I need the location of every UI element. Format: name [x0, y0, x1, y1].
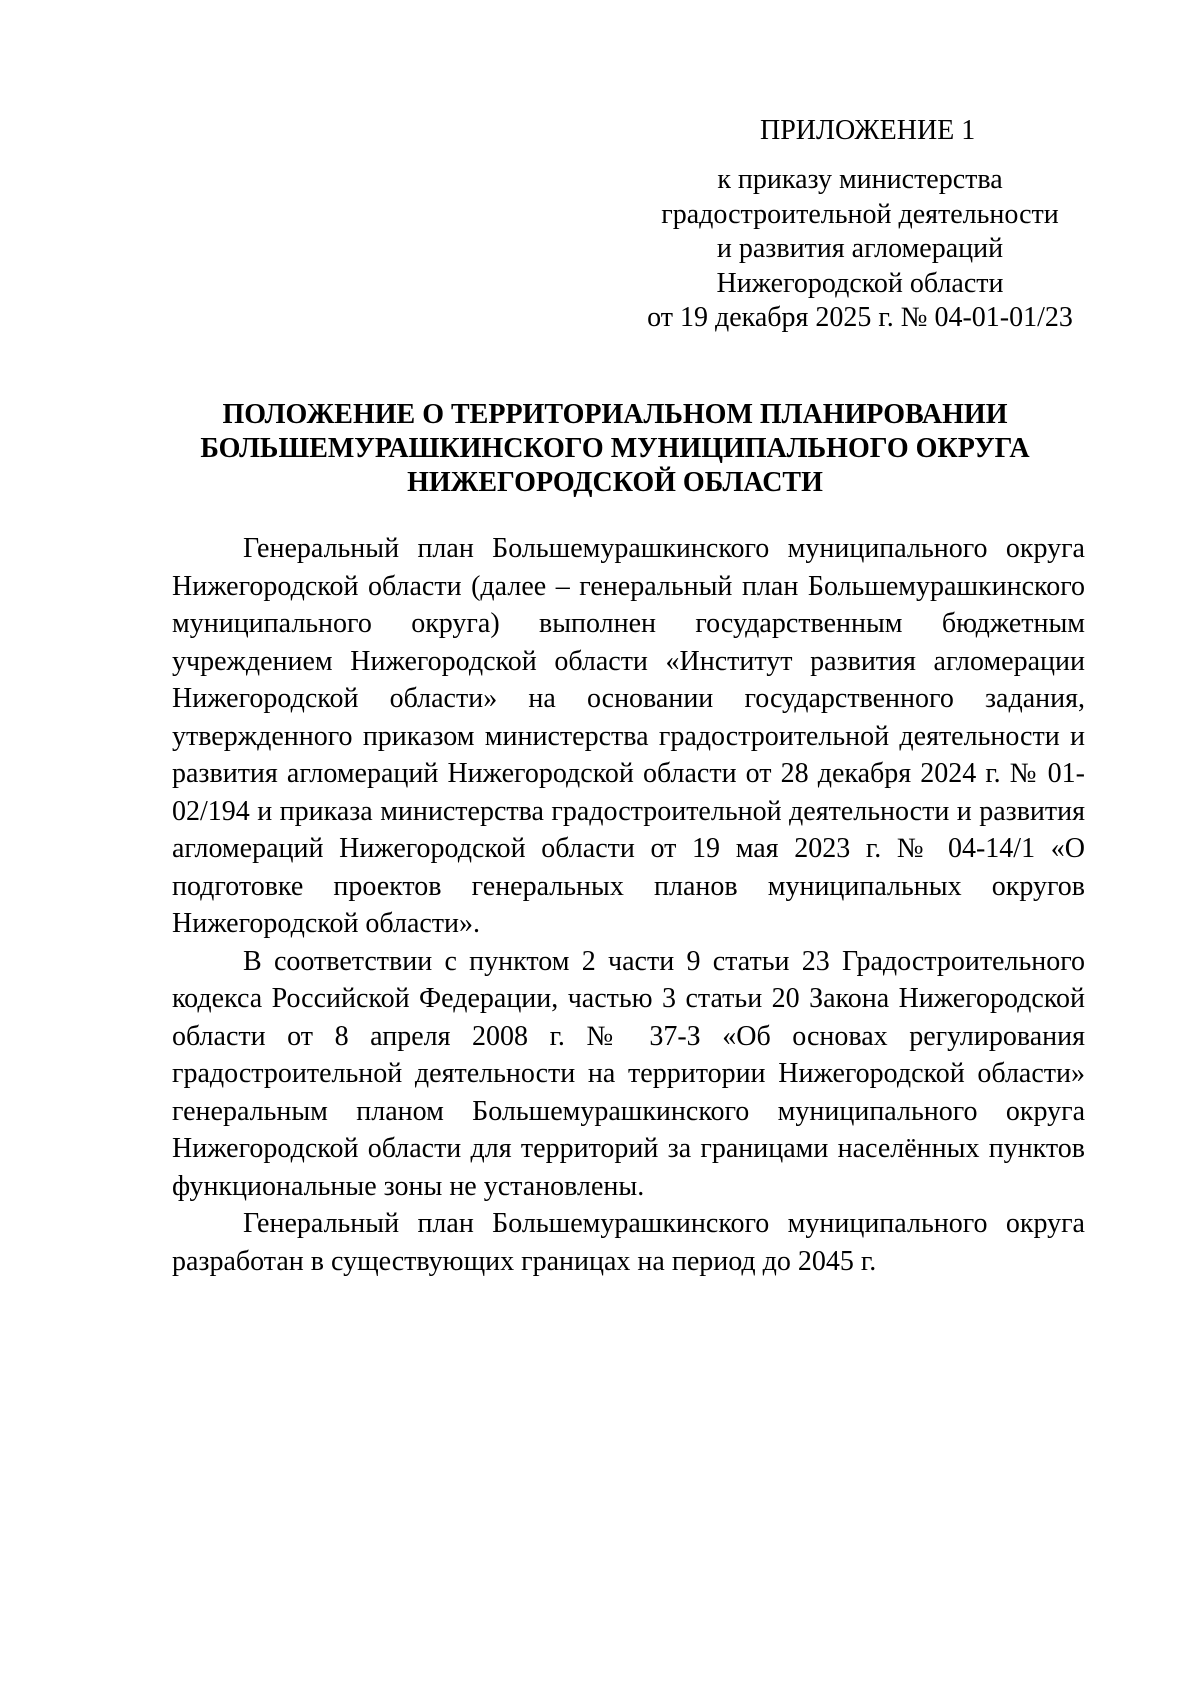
order-line: Нижегородской области: [716, 267, 1004, 299]
appendix-label: ПРИЛОЖЕНИЕ 1: [760, 115, 976, 146]
order-line: и развития агломераций: [716, 233, 1004, 264]
order-line: к приказу министерства: [717, 164, 1003, 195]
paragraph-planning-period: Генеральный план Большемурашкинского муниципального округа разработан в существующих границах на период до 2045 г.: [172, 1208, 1085, 1277]
title-line: ПОЛОЖЕНИЕ О ТЕРРИТОРИАЛЬНОМ ПЛАНИРОВАНИИ: [222, 399, 1008, 430]
order-reference: [600, 163, 1120, 336]
document-body: [172, 530, 1085, 1280]
document-title: [150, 398, 1080, 500]
order-line: градостроительной деятельности: [661, 198, 1059, 230]
title-line: НИЖЕГОРОДСКОЙ ОБЛАСТИ: [407, 467, 823, 498]
title-line: БОЛЬШЕМУРАШКИНСКОГО МУНИЦИПАЛЬНОГО ОКРУГА: [200, 433, 1030, 464]
order-date-number: от 19 декабря 2025 г. № 04-01-01/23: [647, 302, 1073, 333]
paragraph-functional-zones: В соответствии с пунктом 2 части 9 статьи 23 Градостроительного кодекса Российской Федерации, частью 3 статьи 20 Закона Нижегородской области от 8 апреля 2008 г. № 37-З «Об основах регулирования градостроительной деятельности на территории Нижегородской области» генеральным планом Большемурашкинского муниципального округа Нижегородской области для территорий за границами населённых пунктов функциональные зоны не установлены.: [172, 945, 1085, 1202]
paragraph-general-plan-basis: Генеральный план Большемурашкинского муниципального округа Нижегородской области (далее – генеральный план Большемурашкинского муниципального округа) выполнен государственным бюджетным учреждением Нижегородской области «Институт развития агломерации Нижегородской области» на основании государственного задания, утвержденного приказом министерства градостроительной деятельности и развития агломераций Нижегородской области от 28 декабря 2024 г. № 01-02/194 и приказа министерства градостроительной деятельности и развития агломераций Нижегородской области от 19 мая 2023 г. № 04-14/1 «О подготовке проектов генеральных планов муниципальных округов Нижегородской области».: [172, 533, 1085, 939]
